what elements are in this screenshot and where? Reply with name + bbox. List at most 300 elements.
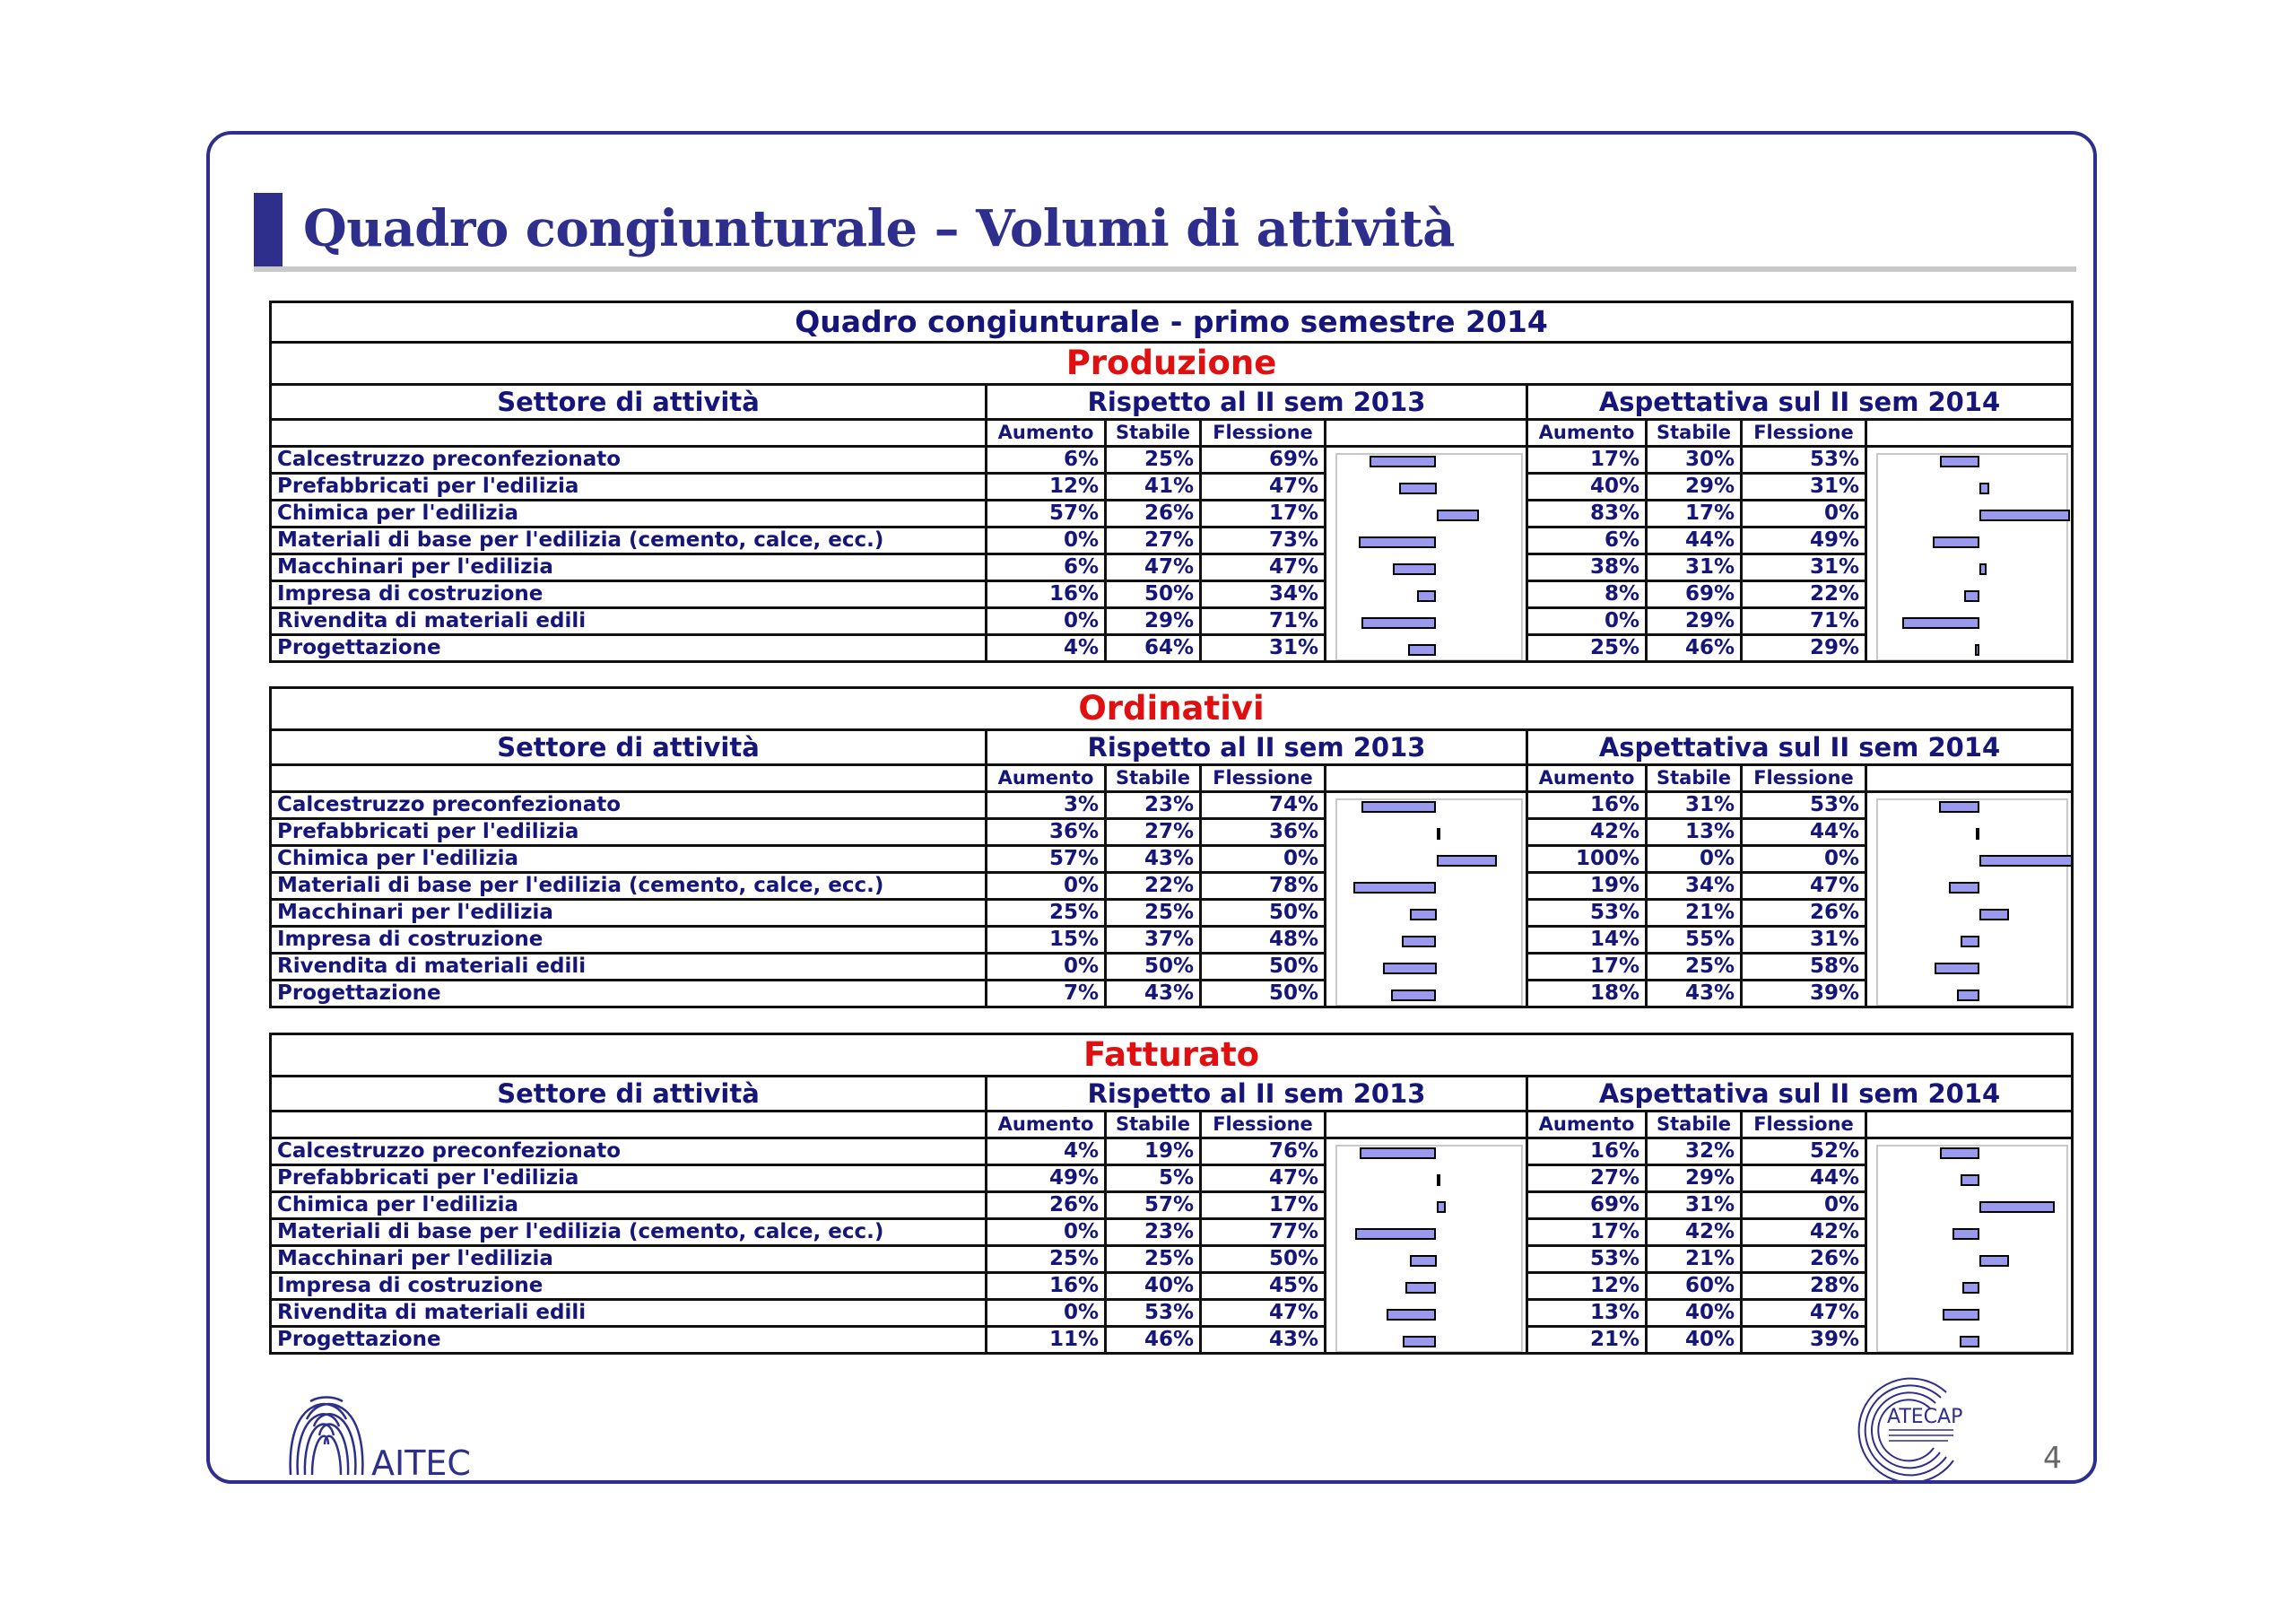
title-accent-bar [254,193,283,266]
future-down-cell: 26% [1742,900,1866,927]
sector-cell: Prefabbricati per l'edilizia [271,474,987,501]
slide-title: Quadro congiunturale – Volumi di attività [303,199,1455,258]
past-up-cell: 4% [987,635,1106,662]
future-up-cell: 0% [1527,608,1647,635]
future-down-cell: 0% [1742,1192,1866,1219]
future-stable-cell: 31% [1647,792,1742,819]
future-stable-cell: 17% [1647,501,1742,527]
past-stable-cell: 37% [1106,927,1201,954]
header-blank [271,765,987,792]
future-stable-cell: 29% [1647,1165,1742,1192]
balance-bar [1943,1309,1979,1321]
past-stable-cell: 25% [1106,447,1201,474]
future-up-cell: 17% [1527,1219,1647,1246]
table-row [271,927,2073,954]
table-row [271,1246,2073,1273]
future-stable-cell: 46% [1647,635,1742,662]
balance-bar [1940,1147,1979,1159]
future-up-cell: 69% [1527,1192,1647,1219]
future-balance-chart [1866,447,2073,662]
past-stable-cell: 43% [1106,981,1201,1007]
table-row [271,554,2073,581]
past-up-cell: 25% [987,1246,1106,1273]
past-down-cell: 76% [1201,1138,1326,1165]
table-row [271,1165,2073,1192]
past-up-cell: 12% [987,474,1106,501]
balance-bar [1961,1174,1979,1186]
future-down-cell: 47% [1742,1300,1866,1327]
past-down-cell: 77% [1201,1219,1326,1246]
header-up: Aumento [1527,420,1647,447]
header-down: Flessione [1742,1112,1866,1138]
balance-bar [1361,617,1437,629]
sector-cell: Rivendita di materiali edili [271,954,987,981]
past-stable-cell: 57% [1106,1192,1201,1219]
balance-bar [1437,1174,1440,1186]
future-down-cell: 71% [1742,608,1866,635]
sector-cell: Progettazione [271,981,987,1007]
section-table-fatturato [269,1033,2074,1355]
future-down-cell: 31% [1742,554,1866,581]
future-stable-cell: 21% [1647,900,1742,927]
header-stable: Stabile [1647,765,1742,792]
past-stable-cell: 53% [1106,1300,1201,1327]
future-down-cell: 28% [1742,1273,1866,1300]
past-stable-cell: 64% [1106,635,1201,662]
balance-bar [1979,1201,2055,1213]
table-row [271,873,2073,900]
balance-bar [1962,1282,1979,1294]
past-down-cell: 69% [1201,447,1326,474]
balance-bar [1383,963,1436,974]
past-down-cell: 50% [1201,1246,1326,1273]
past-stable-cell: 25% [1106,900,1201,927]
sector-cell: Impresa di costruzione [271,581,987,608]
sector-cell: Macchinari per l'edilizia [271,554,987,581]
past-up-cell: 3% [987,792,1106,819]
future-up-cell: 16% [1527,1138,1647,1165]
header-blank [271,420,987,447]
future-up-cell: 19% [1527,873,1647,900]
balance-bar [1939,801,1979,813]
past-up-cell: 16% [987,1273,1106,1300]
future-down-cell: 42% [1742,1219,1866,1246]
future-down-cell: 29% [1742,635,1866,662]
table-row [271,954,2073,981]
past-up-cell: 11% [987,1327,1106,1354]
future-stable-cell: 55% [1647,927,1742,954]
sector-cell: Materiali di base per l'edilizia (cemento, calce, ecc.) [271,1219,987,1246]
past-stable-cell: 5% [1106,1165,1201,1192]
future-up-cell: 53% [1527,1246,1647,1273]
future-up-cell: 38% [1527,554,1647,581]
table-row [271,447,2073,474]
future-stable-cell: 60% [1647,1273,1742,1300]
header-group-future: Aspettativa sul II sem 2014 [1527,385,2073,420]
past-up-cell: 57% [987,501,1106,527]
header-up: Aumento [987,1112,1106,1138]
past-up-cell: 25% [987,900,1106,927]
past-up-cell: 0% [987,608,1106,635]
table-row [271,608,2073,635]
section-title: Fatturato [271,1034,2073,1077]
table-row [271,1138,2073,1165]
header-stable: Stabile [1106,1112,1201,1138]
sector-cell: Prefabbricati per l'edilizia [271,819,987,846]
past-up-cell: 0% [987,1219,1106,1246]
past-down-cell: 45% [1201,1273,1326,1300]
past-balance-chart [1326,447,1527,662]
future-stable-cell: 31% [1647,1192,1742,1219]
past-up-cell: 0% [987,954,1106,981]
past-down-cell: 47% [1201,1165,1326,1192]
future-stable-cell: 69% [1647,581,1742,608]
table-row [271,581,2073,608]
past-up-cell: 6% [987,554,1106,581]
past-up-cell: 7% [987,981,1106,1007]
past-down-cell: 50% [1201,981,1326,1007]
future-down-cell: 52% [1742,1138,1866,1165]
section-table-produzione [269,301,2074,663]
sector-cell: Chimica per l'edilizia [271,846,987,873]
header-sector: Settore di attività [271,385,987,420]
section-title: Produzione [271,343,2073,385]
past-down-cell: 36% [1201,819,1326,846]
past-stable-cell: 47% [1106,554,1201,581]
header-down: Flessione [1742,765,1866,792]
balance-bar [1387,1309,1437,1321]
balance-bar [1979,483,1989,494]
chart-plot-area [1335,1145,1523,1353]
past-up-cell: 26% [987,1192,1106,1219]
header-group-future: Aspettativa sul II sem 2014 [1527,730,2073,765]
header-blank [271,1112,987,1138]
past-down-cell: 17% [1201,501,1326,527]
section-table-ordinativi [269,686,2074,1008]
header-down: Flessione [1742,420,1866,447]
header-down: Flessione [1201,420,1326,447]
past-stable-cell: 50% [1106,954,1201,981]
header-group-past: Rispetto al II sem 2013 [987,1077,1527,1112]
future-stable-cell: 40% [1647,1300,1742,1327]
header-chart-blank [1326,420,1527,447]
table-row [271,846,2073,873]
past-down-cell: 47% [1201,1300,1326,1327]
future-down-cell: 39% [1742,981,1866,1007]
future-up-cell: 53% [1527,900,1647,927]
past-stable-cell: 22% [1106,873,1201,900]
sector-cell: Rivendita di materiali edili [271,1300,987,1327]
section-title: Ordinativi [271,688,2073,730]
future-up-cell: 83% [1527,501,1647,527]
future-down-cell: 44% [1742,1165,1866,1192]
past-stable-cell: 29% [1106,608,1201,635]
sector-cell: Calcestruzzo preconfezionato [271,447,987,474]
sector-cell: Macchinari per l'edilizia [271,1246,987,1273]
header-chart-blank [1326,1112,1527,1138]
table-row [271,635,2073,662]
past-down-cell: 43% [1201,1327,1326,1354]
future-down-cell: 31% [1742,474,1866,501]
balance-bar [1405,1282,1436,1294]
future-down-cell: 47% [1742,873,1866,900]
balance-bar [1979,1255,2009,1267]
past-up-cell: 57% [987,846,1106,873]
future-down-cell: 31% [1742,927,1866,954]
balance-bar [1961,936,1979,947]
balance-bar [1408,644,1437,656]
balance-bar [1410,909,1437,920]
future-up-cell: 27% [1527,1165,1647,1192]
past-up-cell: 36% [987,819,1106,846]
past-down-cell: 47% [1201,554,1326,581]
sector-cell: Prefabbricati per l'edilizia [271,1165,987,1192]
sector-cell: Progettazione [271,1327,987,1354]
header-up: Aumento [987,765,1106,792]
atecap-logo-text: ATECAP [1887,1406,1963,1428]
future-balance-chart [1866,1138,2073,1354]
balance-bar [1933,536,1979,548]
header-chart-blank [1866,420,2073,447]
balance-bar [1402,936,1437,947]
sector-cell: Chimica per l'edilizia [271,1192,987,1219]
past-down-cell: 17% [1201,1192,1326,1219]
future-down-cell: 53% [1742,792,1866,819]
balance-bar [1960,1336,1979,1347]
sector-cell: Progettazione [271,635,987,662]
past-up-cell: 0% [987,527,1106,554]
balance-bar [1359,536,1436,548]
future-stable-cell: 29% [1647,474,1742,501]
header-stable: Stabile [1106,765,1201,792]
past-down-cell: 50% [1201,900,1326,927]
balance-bar [1902,617,1979,629]
table-row [271,819,2073,846]
chart-plot-area [1876,798,2068,1007]
header-group-past: Rispetto al II sem 2013 [987,385,1527,420]
balance-bar [1370,456,1436,467]
future-stable-cell: 34% [1647,873,1742,900]
header-up: Aumento [1527,765,1647,792]
future-stable-cell: 31% [1647,554,1742,581]
chart-plot-area [1876,453,2068,661]
main-title: Quadro congiunturale - primo semestre 2014 [271,302,2073,343]
past-balance-chart [1326,792,1527,1007]
header-group-past: Rispetto al II sem 2013 [987,730,1527,765]
header-sector: Settore di attività [271,1077,987,1112]
past-up-cell: 0% [987,873,1106,900]
future-stable-cell: 0% [1647,846,1742,873]
sector-cell: Chimica per l'edilizia [271,501,987,527]
header-sector: Settore di attività [271,730,987,765]
past-stable-cell: 46% [1106,1327,1201,1354]
header-up: Aumento [987,420,1106,447]
future-up-cell: 18% [1527,981,1647,1007]
balance-bar [1393,563,1436,575]
aitec-logo [283,1392,481,1482]
balance-bar [1437,510,1479,521]
balance-bar [1353,882,1436,894]
past-up-cell: 15% [987,927,1106,954]
balance-bar [1355,1228,1437,1240]
balance-bar [1437,855,1497,867]
past-stable-cell: 50% [1106,581,1201,608]
balance-bar [1979,909,2009,920]
balance-bar [1410,1255,1437,1267]
balance-bar [1976,828,1979,840]
past-up-cell: 49% [987,1165,1106,1192]
balance-bar [1949,882,1979,894]
future-stable-cell: 40% [1647,1327,1742,1354]
balance-bar [1437,1201,1447,1213]
table-row [271,792,2073,819]
balance-bar [1979,563,1987,575]
future-stable-cell: 25% [1647,954,1742,981]
header-chart-blank [1866,1112,2073,1138]
past-up-cell: 4% [987,1138,1106,1165]
table-row [271,1273,2073,1300]
sector-cell: Calcestruzzo preconfezionato [271,792,987,819]
future-up-cell: 14% [1527,927,1647,954]
past-stable-cell: 23% [1106,1219,1201,1246]
past-stable-cell: 25% [1106,1246,1201,1273]
header-down: Flessione [1201,765,1326,792]
sector-cell: Materiali di base per l'edilizia (cemento, calce, ecc.) [271,873,987,900]
future-up-cell: 13% [1527,1300,1647,1327]
header-chart-blank [1326,765,1527,792]
past-up-cell: 0% [987,1300,1106,1327]
sector-cell: Calcestruzzo preconfezionato [271,1138,987,1165]
balance-bar [1399,483,1436,494]
past-down-cell: 74% [1201,792,1326,819]
balance-bar [1935,963,1979,974]
future-stable-cell: 43% [1647,981,1742,1007]
balance-bar [1437,828,1440,840]
balance-bar [1360,1147,1436,1159]
sector-cell: Materiali di base per l'edilizia (cemento, calce, ecc.) [271,527,987,554]
header-stable: Stabile [1106,420,1201,447]
balance-bar [1391,990,1437,1001]
table-row [271,1219,2073,1246]
past-stable-cell: 19% [1106,1138,1201,1165]
sector-cell: Rivendita di materiali edili [271,608,987,635]
future-down-cell: 0% [1742,846,1866,873]
sector-cell: Impresa di costruzione [271,927,987,954]
table-row [271,501,2073,527]
future-down-cell: 0% [1742,501,1866,527]
future-up-cell: 8% [1527,581,1647,608]
chart-plot-area [1335,798,1523,1007]
future-stable-cell: 30% [1647,447,1742,474]
sector-cell: Macchinari per l'edilizia [271,900,987,927]
table-row [271,1192,2073,1219]
future-up-cell: 17% [1527,447,1647,474]
future-balance-chart [1866,792,2073,1007]
future-stable-cell: 13% [1647,819,1742,846]
future-up-cell: 16% [1527,792,1647,819]
balance-bar [1979,855,2073,867]
balance-bar [1964,590,1979,602]
future-stable-cell: 44% [1647,527,1742,554]
header-stable: Stabile [1647,1112,1742,1138]
future-up-cell: 40% [1527,474,1647,501]
future-up-cell: 17% [1527,954,1647,981]
past-stable-cell: 27% [1106,527,1201,554]
balance-bar [1957,990,1979,1001]
past-down-cell: 31% [1201,635,1326,662]
header-down: Flessione [1201,1112,1326,1138]
future-down-cell: 26% [1742,1246,1866,1273]
future-up-cell: 100% [1527,846,1647,873]
future-down-cell: 49% [1742,527,1866,554]
past-down-cell: 50% [1201,954,1326,981]
past-down-cell: 71% [1201,608,1326,635]
balance-bar [1979,510,2070,521]
future-down-cell: 53% [1742,447,1866,474]
future-down-cell: 22% [1742,581,1866,608]
aitec-logo-text: AITEC [371,1443,471,1482]
atecap-logo [1848,1371,1973,1486]
future-up-cell: 6% [1527,527,1647,554]
future-up-cell: 42% [1527,819,1647,846]
table-row [271,1327,2073,1354]
table-row [271,981,2073,1007]
balance-bar [1417,590,1436,602]
past-stable-cell: 26% [1106,501,1201,527]
past-down-cell: 34% [1201,581,1326,608]
past-down-cell: 47% [1201,474,1326,501]
balance-bar [1975,644,1979,656]
header-up: Aumento [1527,1112,1647,1138]
past-down-cell: 73% [1201,527,1326,554]
future-stable-cell: 32% [1647,1138,1742,1165]
past-up-cell: 6% [987,447,1106,474]
future-up-cell: 25% [1527,635,1647,662]
table-row [271,1300,2073,1327]
future-up-cell: 12% [1527,1273,1647,1300]
future-stable-cell: 21% [1647,1246,1742,1273]
past-down-cell: 78% [1201,873,1326,900]
past-up-cell: 16% [987,581,1106,608]
balance-bar [1403,1336,1437,1347]
past-stable-cell: 40% [1106,1273,1201,1300]
sector-cell: Impresa di costruzione [271,1273,987,1300]
future-down-cell: 44% [1742,819,1866,846]
balance-bar [1940,456,1979,467]
title-underline [254,266,2076,272]
past-stable-cell: 41% [1106,474,1201,501]
header-group-future: Aspettativa sul II sem 2014 [1527,1077,2073,1112]
past-stable-cell: 23% [1106,792,1201,819]
header-stable: Stabile [1647,420,1742,447]
past-down-cell: 0% [1201,846,1326,873]
future-down-cell: 58% [1742,954,1866,981]
past-down-cell: 48% [1201,927,1326,954]
page-number: 4 [2043,1440,2062,1475]
header-chart-blank [1866,765,2073,792]
past-stable-cell: 43% [1106,846,1201,873]
table-row [271,900,2073,927]
past-stable-cell: 27% [1106,819,1201,846]
future-stable-cell: 42% [1647,1219,1742,1246]
future-stable-cell: 29% [1647,608,1742,635]
balance-bar [1952,1228,1979,1240]
future-down-cell: 39% [1742,1327,1866,1354]
future-up-cell: 21% [1527,1327,1647,1354]
table-row [271,474,2073,501]
table-row [271,527,2073,554]
past-balance-chart [1326,1138,1527,1354]
